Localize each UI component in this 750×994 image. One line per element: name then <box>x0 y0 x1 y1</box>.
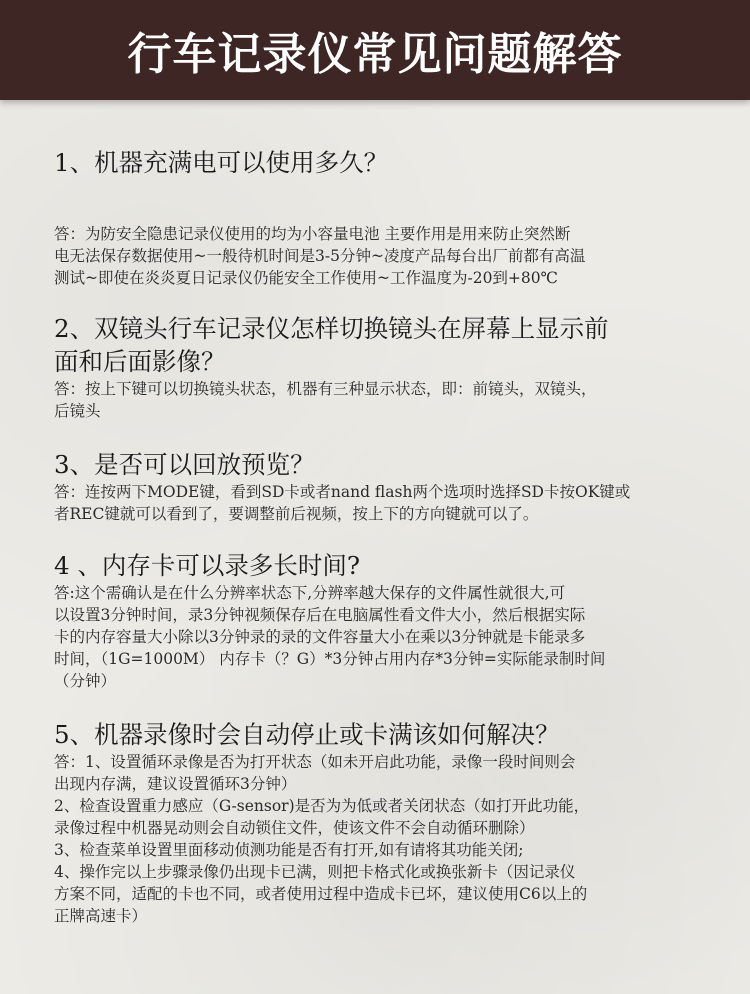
answer-line: 正牌高速卡） <box>54 907 148 925</box>
answer-line: 时间，（1G=1000M） 内存卡（？G）*3分钟占用内存*3分钟=实际能录制时间 <box>54 650 606 668</box>
faq-answer-4 <box>54 582 714 692</box>
faq-item-1 <box>54 146 714 289</box>
answer-line: 后镜头 <box>54 402 101 420</box>
faq-answer-5 <box>54 751 714 927</box>
faq-question-3: 3、是否可以回放预览？ <box>54 450 315 479</box>
faq-question-2: 2、双镜头行车记录仪怎样切换镜头在屏幕上显示前 面和后面影像？ <box>54 314 609 376</box>
answer-line: 3、检查菜单设置里面移动侦测功能是否有打开,如有请将其功能关闭; <box>54 841 524 859</box>
answer-line: 测试~即使在炎炎夏日记录仪仍能安全工作使用~工作温度为-20到+80℃ <box>54 269 558 287</box>
header-banner <box>0 0 750 100</box>
faq-question-1: 1、机器充满电可以使用多久？ <box>54 148 389 177</box>
faq-item-5 <box>54 718 714 927</box>
faq-answer-3 <box>54 481 714 525</box>
answer-line: 答：按上下键可以切换镜头状态，机器有三种显示状态，即：前镜头，双镜头， <box>54 380 597 398</box>
faq-item-4 <box>54 549 714 692</box>
answer-line: 者REC键就可以看到了，要调整前后视频，按上下的方向键就可以了。 <box>54 505 539 523</box>
answer-line: 方案不同，适配的卡也不同，或者使用过程中造成卡已坏，建议使用C6以上的 <box>54 885 588 903</box>
faq-item-3 <box>54 448 714 525</box>
answer-line: 4、操作完以上步骤录像仍出现卡已满，则把卡格式化或换张新卡（因记录仪 <box>54 863 576 881</box>
answer-line: 答：为防安全隐患记录仪使用的均为小容量电池 主要作用是用来防止突然断 <box>54 225 571 243</box>
faq-answer-2 <box>54 378 714 422</box>
faq-item-2 <box>54 312 714 422</box>
faq-question-5: 5、机器录像时会自动停止或卡满该如何解决？ <box>54 720 560 749</box>
faq-question-4: 4 、内存卡可以录多长时间? <box>54 551 361 580</box>
answer-line: 以设置3分钟时间，录3分钟视频保存后在电脑属性看文件大小，然后根据实际 <box>54 606 586 624</box>
answer-line: 答：1、设置循环录像是否为打开状态（如未开启此功能，录像一段时间则会 <box>54 753 576 771</box>
answer-line: 2、检查设置重力感应（G-sensor)是否为为低或者关闭状态（如打开此功能， <box>54 797 590 815</box>
faq-list <box>54 146 714 927</box>
answer-line: 答：连按两下MODE键，看到SD卡或者nand flash两个选项时选择SD卡按OK键或 <box>54 483 631 501</box>
answer-line: 卡的内存容量大小除以3分钟录的录的文件容量大小在乘以3分钟就是卡能录多 <box>54 628 586 646</box>
answer-line: 电无法保存数据使用~一般待机时间是3-5分钟~凌度产品每台出厂前都有高温 <box>54 247 586 265</box>
answer-line: 出现内存满，建议设置循环3分钟） <box>54 775 297 793</box>
page-title: 行车记录仪常见问题解答 <box>127 29 623 80</box>
answer-line: （分钟） <box>54 672 117 690</box>
answer-line: 答:这个需确认是在什么分辨率状态下,分辨率越大保存的文件属性就很大,可 <box>54 584 566 602</box>
faq-answer-1 <box>54 179 714 289</box>
answer-line: 录像过程中机器晃动则会自动锁住文件，使该文件不会自动循环删除） <box>54 819 535 837</box>
